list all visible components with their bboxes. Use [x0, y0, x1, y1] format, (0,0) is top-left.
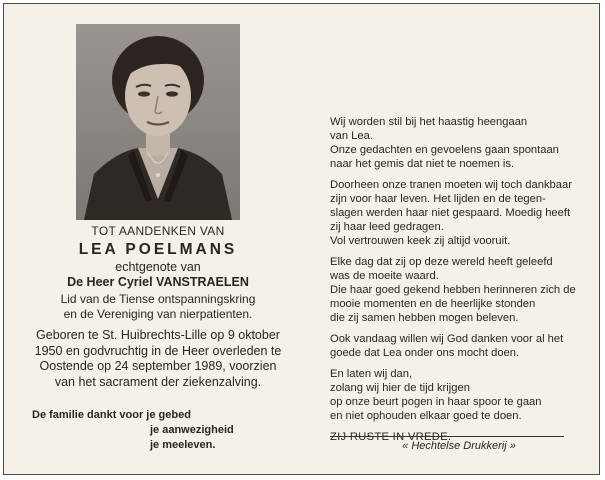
text-line: zij haar leed gedragen.	[330, 221, 444, 233]
portrait-image	[76, 24, 240, 220]
bio-line: Oostende op 24 september 1989, voorzien	[39, 359, 277, 373]
text-line: die zij samen hebben mogen beleven.	[330, 312, 519, 324]
text-line: van Lea.	[330, 130, 373, 142]
spouse-name: De Heer Cyriel VANSTRAELEN	[67, 275, 249, 289]
text-line: slagen werden haar niet gespaard. Moedig heeft	[330, 207, 571, 219]
text-line: En laten wij dan,	[330, 368, 413, 380]
text-line: Ook vandaag willen wij God danken voor al het	[330, 333, 564, 345]
thanks-line: De familie dankt voor je gebed	[32, 409, 191, 421]
text-line: Wij worden stil bij het haastig heengaan	[330, 116, 528, 128]
paragraph	[330, 332, 588, 360]
text-line: Doorheen onze tranen moeten wij toch dankbaar	[330, 179, 572, 191]
text-line: Die haar goed gekend hebben herinneren zich de	[330, 284, 576, 296]
divider-line	[330, 436, 564, 437]
paragraph	[330, 178, 588, 248]
text-line: was de moeite waard.	[330, 270, 439, 282]
bio-line: van het sacrament der ziekenzalving.	[54, 374, 262, 389]
text-line: zolang wij hier de tijd krijgen	[330, 382, 470, 394]
paragraph	[330, 255, 588, 325]
text-line: Vol vertrouwen keek zij altijd vooruit.	[330, 235, 511, 247]
rest-in-peace: ZIJ RUSTE IN VREDE.	[330, 431, 452, 443]
printer-credit: « Hechtelse Drukkerij »	[402, 440, 516, 452]
bio-line: 1950 en godvruchtig in de Heer overleden te	[34, 343, 282, 358]
bio-line: Geboren te St. Huibrechts-Lille op 9 oktober	[36, 328, 280, 342]
memorial-card	[3, 3, 600, 475]
membership-line: en de Vereniging van nierpatienten.	[63, 307, 253, 321]
paragraph	[330, 367, 588, 423]
thanks-line: je meeleven.	[150, 439, 216, 451]
text-line: naar het gemis dat niet te noemen is.	[330, 158, 515, 170]
memberships	[6, 292, 310, 322]
obituary-details	[6, 222, 310, 390]
text-line: op onze beurt pogen in haar spoor te gaan	[330, 396, 542, 408]
text-line: Elke dag dat zij op deze wereld heeft geleefd	[330, 256, 553, 268]
in-memory-heading: TOT AANDENKEN VAN	[91, 224, 225, 238]
membership-line: Lid van de Tiense ontspanningskring	[60, 292, 256, 306]
text-line: en niet ophouden elkaar goed te doen.	[330, 410, 522, 422]
portrait-photo	[76, 24, 240, 220]
thanks-line: je aanwezigheid	[150, 424, 234, 436]
spouse-label: echtgenote van	[115, 260, 201, 274]
paragraph	[330, 115, 588, 171]
memorial-text	[330, 115, 588, 451]
family-thanks	[32, 408, 234, 453]
text-line: Onze gedachten en gevoelens gaan spontaan	[330, 144, 559, 156]
text-line: zijn voor haar leven. Het lijden en de tegen-	[330, 193, 546, 205]
biography	[6, 328, 310, 390]
deceased-name: LEA POELMANS	[78, 241, 238, 258]
text-line: goede dat Lea onder ons mocht doen.	[330, 347, 520, 359]
text-line: mooie momenten en de heerlijke stonden	[330, 298, 536, 310]
